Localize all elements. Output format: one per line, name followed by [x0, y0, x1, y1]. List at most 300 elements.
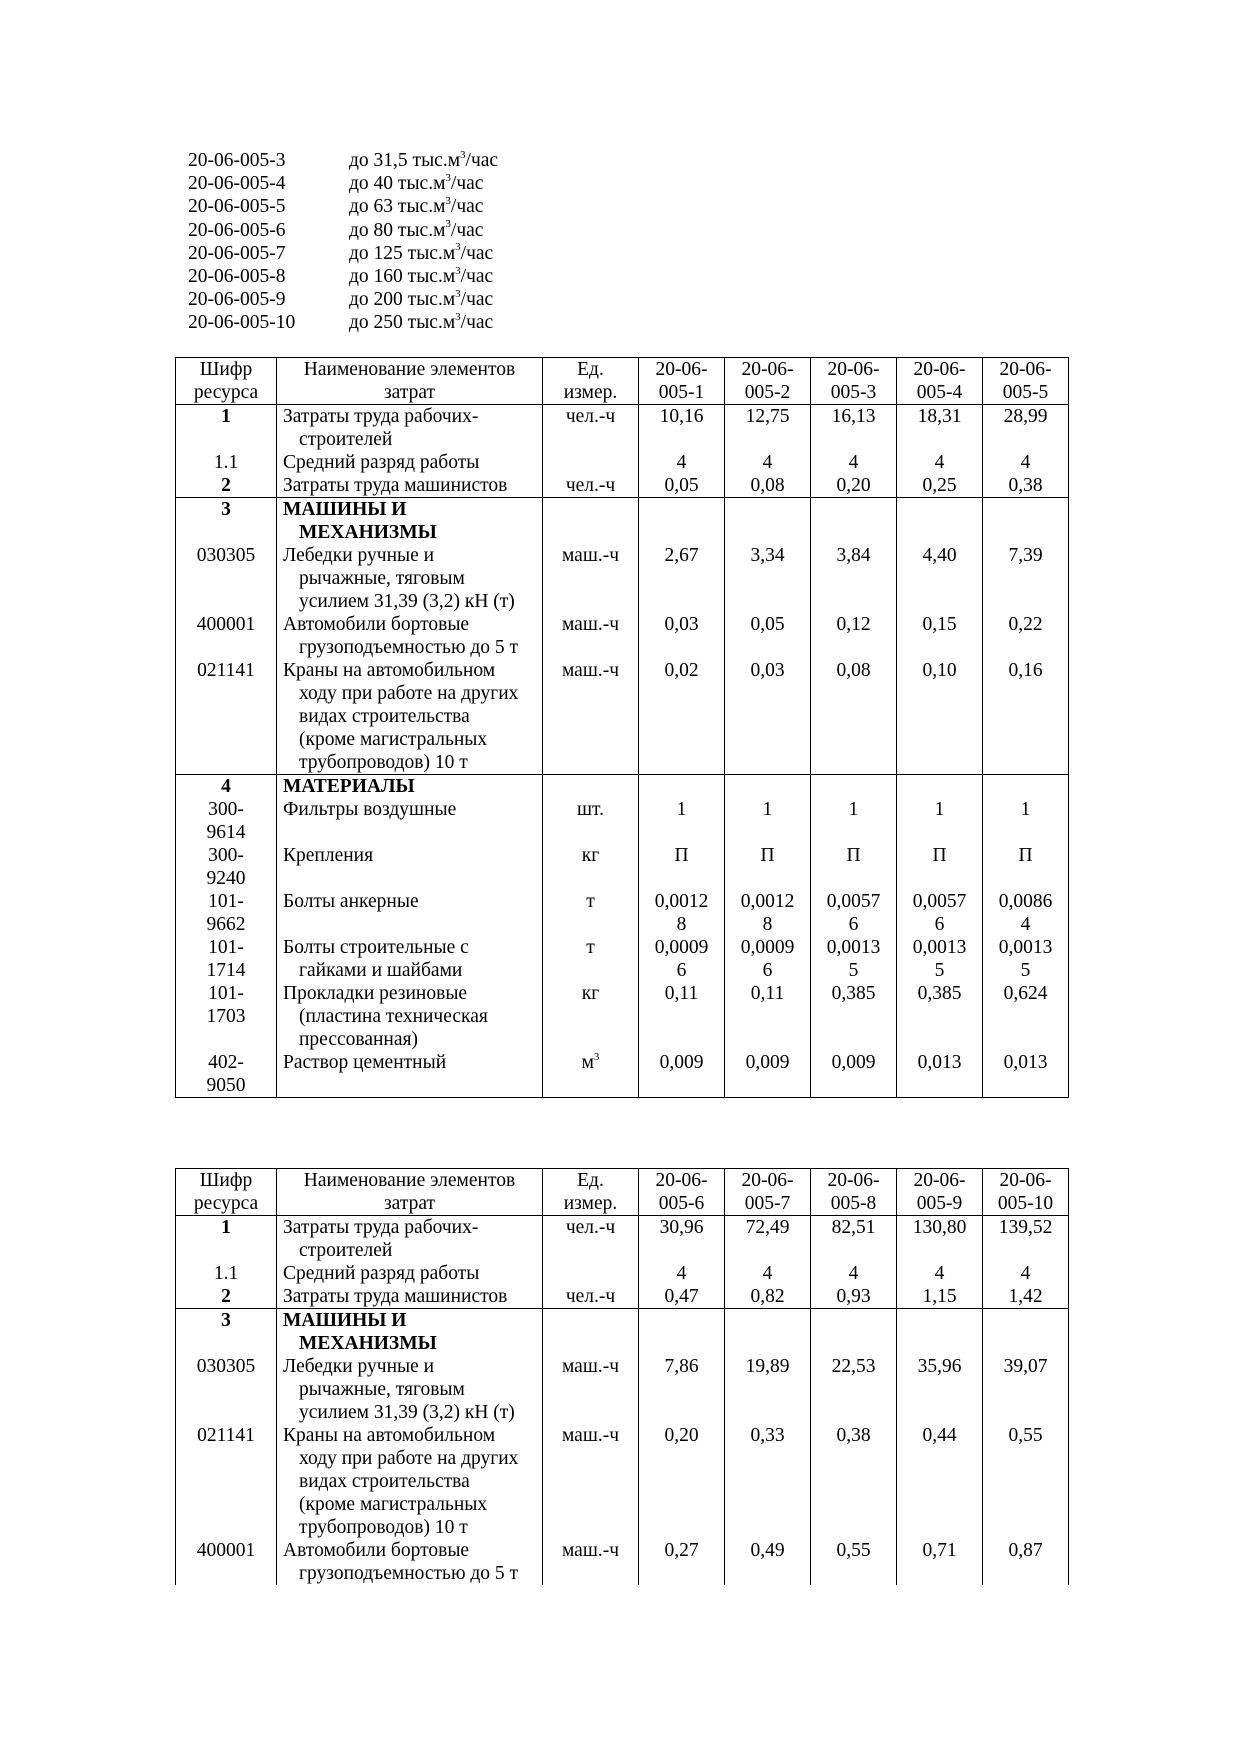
labor-workers-row — [176, 1216, 1069, 1263]
resource-code: 3 — [176, 498, 277, 545]
norm-value: 30,96 — [639, 1216, 725, 1263]
capacity-desc: до 160 тыс.м — [349, 266, 456, 288]
norm-value — [639, 498, 725, 545]
unit-of-measure — [543, 1262, 639, 1285]
cost-element-name: Затраты труда машинистов — [277, 1285, 543, 1309]
cell-line: (кроме магистральных — [299, 729, 488, 750]
machine-row — [176, 1355, 1069, 1424]
norm-value — [811, 1309, 897, 1356]
capacity-unit: /час — [450, 173, 484, 195]
norm-value: 16,13 — [811, 405, 897, 452]
cubic-superscript: 3 — [455, 241, 461, 254]
cost-element-name — [277, 659, 543, 775]
unit-of-measure — [543, 1216, 639, 1263]
material-row — [176, 890, 1069, 936]
capacity-text — [349, 219, 483, 242]
cell-line: ходу при работе на других — [299, 683, 519, 704]
cell-line: 0,0013 — [912, 937, 967, 958]
cell-line: 402- — [208, 1052, 244, 1073]
norm-value — [897, 798, 983, 844]
norm-table-2 — [175, 1168, 1069, 1585]
norm-value — [811, 890, 897, 936]
norm-value — [897, 498, 983, 545]
resource-code: 20-06-005-5 — [188, 196, 286, 218]
norm-value — [897, 1309, 983, 1356]
cell-line: Раствор цементный — [283, 1052, 447, 1073]
resource-code — [176, 1051, 277, 1098]
cell-line: видах строительства — [299, 1471, 470, 1492]
cell-line: Затраты труда рабочих- — [283, 1217, 479, 1238]
norm-value — [983, 1309, 1069, 1356]
unit-of-measure — [543, 1285, 639, 1309]
cell-line: 0,0012 — [740, 891, 795, 912]
cell-line: рычажные, тяговым — [299, 568, 465, 589]
unit-of-measure — [543, 474, 639, 498]
cell-line: 300- — [208, 799, 244, 820]
labor-operators-row — [176, 1285, 1069, 1309]
unit-text: маш.-ч — [561, 1356, 620, 1377]
norm-value: 4 — [639, 451, 725, 474]
cost-element-name — [277, 1539, 543, 1585]
cell-line: 0,0057 — [912, 891, 967, 912]
cell-line: 0,013 — [1003, 1052, 1048, 1073]
norm-value: 2,67 — [639, 544, 725, 613]
cell-line: П — [932, 845, 947, 866]
cell-line: 5 — [934, 960, 945, 981]
norm-value: 0,44 — [897, 1424, 983, 1539]
unit-text: кг — [581, 845, 600, 866]
cell-line: затрат — [383, 382, 436, 403]
cell-line: 1 — [762, 799, 773, 820]
norm-value: 10,16 — [639, 405, 725, 452]
norm-value — [811, 936, 897, 982]
capacity-text — [349, 311, 493, 334]
norm-value — [983, 936, 1069, 982]
norm-value: 0,02 — [639, 659, 725, 775]
material-row — [176, 982, 1069, 1051]
cell-line: 005-6 — [658, 1193, 705, 1214]
unit-text: шт. — [577, 799, 604, 820]
unit-of-measure — [543, 659, 639, 775]
resource-code — [176, 982, 277, 1051]
header-norm-code — [725, 1169, 811, 1216]
norm-value — [639, 890, 725, 936]
capacity-text — [349, 172, 483, 195]
capacity-unit: /час — [460, 289, 494, 311]
cell-line: П — [674, 845, 689, 866]
norm-value — [725, 890, 811, 936]
norm-value: 0,22 — [983, 613, 1069, 659]
norm-table-1 — [175, 357, 1069, 1098]
norm-value — [725, 844, 811, 890]
resource-code: 3 — [176, 1309, 277, 1356]
capacity-desc: до 63 тыс.м — [349, 196, 446, 218]
norm-value — [983, 982, 1069, 1051]
cell-line: 1 — [934, 799, 945, 820]
cell-line: 005-1 — [658, 382, 705, 403]
cell-line: Ед. — [577, 1170, 604, 1191]
cell-line: 300- — [208, 845, 244, 866]
capacity-desc: до 250 тыс.м — [349, 312, 456, 334]
norm-value: 4 — [983, 1262, 1069, 1285]
norm-value — [897, 1051, 983, 1098]
norm-value — [639, 844, 725, 890]
capacity-text — [349, 195, 483, 218]
norm-value — [811, 498, 897, 545]
unit-of-measure — [543, 1309, 639, 1356]
norm-value: 1,15 — [897, 1285, 983, 1309]
norm-value — [811, 982, 897, 1051]
cost-element-name: Затраты труда машинистов — [277, 474, 543, 498]
norm-value: 0,38 — [983, 474, 1069, 498]
cost-element-name — [277, 844, 543, 890]
norm-value: 3,34 — [725, 544, 811, 613]
header-norm-code — [983, 1169, 1069, 1216]
cell-line: Болты строительные с — [283, 937, 469, 958]
cell-line: 0,0012 — [654, 891, 709, 912]
cell-line: 005-5 — [1002, 382, 1049, 403]
cell-line: 5 — [848, 960, 859, 981]
norm-value — [725, 982, 811, 1051]
cell-line: 0,11 — [664, 983, 699, 1004]
resource-code — [176, 798, 277, 844]
cubic-superscript: 3 — [445, 171, 451, 184]
cell-line: Крепления — [283, 845, 374, 866]
unit-of-measure — [543, 1539, 639, 1585]
average-grade-row — [176, 451, 1069, 474]
resource-code: 1.1 — [176, 451, 277, 474]
cell-line: 6 — [934, 914, 945, 935]
cell-line: МЕХАНИЗМЫ — [299, 1333, 437, 1354]
norm-value: 0,15 — [897, 613, 983, 659]
header-norm-code — [897, 358, 983, 405]
cell-line: рычажные, тяговым — [299, 1379, 465, 1400]
cost-element-name — [277, 1355, 543, 1424]
cubic-superscript: 3 — [455, 310, 461, 323]
cell-line: 20-06- — [741, 1170, 794, 1191]
cost-element-name — [277, 613, 543, 659]
capacity-text — [349, 288, 493, 311]
norm-value: 0,33 — [725, 1424, 811, 1539]
resource-code: 4 — [176, 775, 277, 799]
machine-row — [176, 544, 1069, 613]
cubic-superscript: 3 — [455, 264, 461, 277]
cell-line: Затраты труда рабочих- — [283, 406, 479, 427]
cell-line: измер. — [563, 382, 618, 403]
cell-line: усилием 31,39 (3,2) кН (т) — [299, 1402, 515, 1423]
labor-workers-row — [176, 405, 1069, 452]
machine-row — [176, 659, 1069, 775]
resource-code: 2 — [176, 474, 277, 498]
norm-value: 0,47 — [639, 1285, 725, 1309]
norm-value — [983, 890, 1069, 936]
header-norm-code — [639, 1169, 725, 1216]
norm-value — [983, 498, 1069, 545]
unit-text: чел.-ч — [565, 406, 616, 427]
cell-line: 6 — [676, 960, 687, 981]
cell-line: строителей — [299, 1240, 393, 1261]
header-code — [176, 1169, 277, 1216]
header-norm-code — [811, 358, 897, 405]
unit-text: т — [586, 937, 595, 958]
cell-line: 20-06- — [655, 1170, 708, 1191]
capacity-unit: /час — [460, 242, 494, 264]
unit-of-measure — [543, 544, 639, 613]
norm-value: 0,08 — [811, 659, 897, 775]
cell-line: Автомобили бортовые — [283, 614, 470, 635]
norm-value: 82,51 — [811, 1216, 897, 1263]
resource-code — [176, 936, 277, 982]
norm-value: 39,07 — [983, 1355, 1069, 1424]
resource-code: 021141 — [176, 659, 277, 775]
cell-line: 6 — [848, 914, 859, 935]
cell-line: 005-3 — [830, 382, 877, 403]
cell-line: Прокладки резиновые — [283, 983, 468, 1004]
cell-line: 1714 — [206, 960, 246, 981]
cell-line: Шифр — [199, 359, 253, 380]
table-header-row — [176, 358, 1069, 405]
unit-of-measure — [543, 775, 639, 799]
cubic-superscript: 3 — [455, 287, 461, 300]
resource-code: 400001 — [176, 613, 277, 659]
norm-value: 0,27 — [639, 1539, 725, 1585]
cell-line: 005-9 — [916, 1193, 963, 1214]
code-row — [188, 149, 498, 172]
cell-line: 0,0013 — [998, 937, 1053, 958]
cell-line: 4 — [1020, 914, 1031, 935]
capacity-unit: /час — [450, 196, 484, 218]
cell-line: 0,0009 — [654, 937, 709, 958]
norm-value — [639, 982, 725, 1051]
cost-element-name: МАТЕРИАЛЫ — [277, 775, 543, 799]
cell-line: 20-06- — [999, 1170, 1052, 1191]
machines-section-row — [176, 1309, 1069, 1356]
norm-value: 130,80 — [897, 1216, 983, 1263]
norm-value — [811, 798, 897, 844]
cell-line: трубопроводов) 10 т — [299, 752, 468, 773]
cell-line: (кроме магистральных — [299, 1494, 488, 1515]
cell-line: Шифр — [199, 1170, 253, 1191]
norm-value: 0,71 — [897, 1539, 983, 1585]
cell-line: 8 — [676, 914, 687, 935]
resource-code: 021141 — [176, 1424, 277, 1539]
unit-superscript: 3 — [593, 1050, 600, 1063]
material-row — [176, 844, 1069, 890]
cell-line: 1 — [1020, 799, 1031, 820]
norm-value — [639, 1309, 725, 1356]
norm-value: 4 — [897, 451, 983, 474]
cell-line: 0,0086 — [998, 891, 1053, 912]
cost-element-name: Средний разряд работы — [277, 451, 543, 474]
cost-element-name — [277, 544, 543, 613]
norm-value: 28,99 — [983, 405, 1069, 452]
cell-line: 005-8 — [830, 1193, 877, 1214]
cell-line: грузоподъемностью до 5 т — [299, 1563, 519, 1584]
norm-value: 139,52 — [983, 1216, 1069, 1263]
cell-line: МАШИНЫ И — [283, 499, 407, 520]
capacity-unit: /час — [460, 312, 494, 334]
norm-value: 0,16 — [983, 659, 1069, 775]
cell-line: строителей — [299, 429, 393, 450]
cell-line: 0,013 — [917, 1052, 962, 1073]
capacity-unit: /час — [450, 219, 484, 241]
cell-line: Ед. — [577, 359, 604, 380]
cost-element-name — [277, 982, 543, 1051]
header-norm-code — [983, 358, 1069, 405]
norm-value: 0,93 — [811, 1285, 897, 1309]
norm-value — [897, 890, 983, 936]
unit-text: маш.-ч — [561, 545, 620, 566]
cell-line: видах строительства — [299, 706, 470, 727]
cost-element-name — [277, 405, 543, 452]
cell-line: гайками и шайбами — [299, 960, 463, 981]
resource-code: 030305 — [176, 544, 277, 613]
resource-code: 2 — [176, 1285, 277, 1309]
unit-text: чел.-ч — [565, 1286, 616, 1307]
cubic-superscript: 3 — [445, 194, 451, 207]
cost-element-name — [277, 936, 543, 982]
unit-of-measure — [543, 1424, 639, 1539]
norm-value — [897, 844, 983, 890]
norm-value: 4 — [725, 451, 811, 474]
resource-code — [176, 890, 277, 936]
cell-line: 101- — [208, 983, 244, 1004]
capacity-desc: до 40 тыс.м — [349, 173, 446, 195]
norm-value: 0,20 — [811, 474, 897, 498]
resource-code: 20-06-005-7 — [188, 242, 286, 264]
norm-value — [639, 775, 725, 799]
norm-value: 0,03 — [639, 613, 725, 659]
norm-value: 0,25 — [897, 474, 983, 498]
cell-line: затрат — [383, 1193, 436, 1214]
unit-text: чел.-ч — [565, 1217, 616, 1238]
norm-value — [983, 1051, 1069, 1098]
cell-line: Наименование элементов — [303, 1170, 516, 1191]
header-name — [277, 358, 543, 405]
unit-text: маш.-ч — [561, 1540, 620, 1561]
cost-element-name — [277, 1424, 543, 1539]
cell-line: измер. — [563, 1193, 618, 1214]
unit-of-measure — [543, 844, 639, 890]
unit-text: маш.-ч — [561, 660, 620, 681]
norm-value: 7,86 — [639, 1355, 725, 1424]
cell-line: 005-2 — [744, 382, 791, 403]
norm-value — [811, 775, 897, 799]
norm-value — [983, 844, 1069, 890]
cell-line: 1703 — [206, 1006, 246, 1027]
cost-element-name — [277, 890, 543, 936]
cell-line: 0,0009 — [740, 937, 795, 958]
norm-value — [811, 1051, 897, 1098]
capacity-desc: до 80 тыс.м — [349, 219, 446, 241]
norm-value: 12,75 — [725, 405, 811, 452]
material-row — [176, 1051, 1069, 1098]
norm-value — [725, 1309, 811, 1356]
cell-line: 0,009 — [745, 1052, 790, 1073]
cell-line: 1 — [848, 799, 859, 820]
capacity-desc: до 200 тыс.м — [349, 289, 456, 311]
resource-code: 20-06-005-10 — [188, 312, 296, 334]
norm-value — [639, 798, 725, 844]
norm-value: 0,05 — [725, 613, 811, 659]
header-unit — [543, 1169, 639, 1216]
norm-value: 0,12 — [811, 613, 897, 659]
cell-line: прессованная) — [299, 1029, 418, 1050]
norm-value: 4 — [639, 1262, 725, 1285]
cell-line: П — [760, 845, 775, 866]
header-unit — [543, 358, 639, 405]
norm-value: 0,20 — [639, 1424, 725, 1539]
machine-row — [176, 1424, 1069, 1539]
norm-value: 0,05 — [639, 474, 725, 498]
unit-text: м — [581, 1052, 594, 1073]
cell-line: ресурса — [193, 382, 259, 403]
cell-line: 9240 — [206, 868, 246, 889]
unit-text: чел.-ч — [565, 475, 616, 496]
norm-value: 4 — [983, 451, 1069, 474]
cell-line: Лебедки ручные и — [283, 1356, 435, 1377]
cell-line: 20-06- — [827, 359, 880, 380]
code-row — [188, 265, 498, 288]
cell-line: П — [846, 845, 861, 866]
cell-line: грузоподъемностью до 5 т — [299, 637, 519, 658]
cell-line: 0,11 — [750, 983, 785, 1004]
norm-value: 18,31 — [897, 405, 983, 452]
code-row — [188, 311, 498, 334]
resource-code: 20-06-005-8 — [188, 266, 286, 288]
resource-code — [176, 844, 277, 890]
cell-line: Краны на автомобильном — [283, 660, 496, 681]
unit-of-measure — [543, 1051, 639, 1098]
cost-element-name — [277, 1051, 543, 1098]
unit-of-measure — [543, 890, 639, 936]
unit-of-measure — [543, 798, 639, 844]
capacity-text — [349, 242, 493, 265]
norm-value — [811, 844, 897, 890]
unit-text: маш.-ч — [561, 1425, 620, 1446]
norm-value — [725, 1051, 811, 1098]
unit-text: кг — [581, 983, 600, 1004]
norm-value — [725, 936, 811, 982]
cell-line: 9050 — [206, 1075, 246, 1096]
norm-value: 0,55 — [811, 1539, 897, 1585]
code-row — [188, 288, 498, 311]
code-row — [188, 172, 498, 195]
unit-of-measure — [543, 451, 639, 474]
norm-value: 35,96 — [897, 1355, 983, 1424]
resource-code: 400001 — [176, 1539, 277, 1585]
code-row — [188, 242, 498, 265]
unit-of-measure — [543, 405, 639, 452]
cost-element-name — [277, 1216, 543, 1263]
norm-value: 0,38 — [811, 1424, 897, 1539]
cell-line: ресурса — [193, 1193, 259, 1214]
norm-value: 1,42 — [983, 1285, 1069, 1309]
norm-value: 7,39 — [983, 544, 1069, 613]
average-grade-row — [176, 1262, 1069, 1285]
unit-of-measure — [543, 498, 639, 545]
machines-section-row — [176, 498, 1069, 545]
resource-code: 1.1 — [176, 1262, 277, 1285]
norm-value: 0,55 — [983, 1424, 1069, 1539]
norm-value — [639, 1051, 725, 1098]
cell-line: Автомобили бортовые — [283, 1540, 470, 1561]
unit-of-measure — [543, 982, 639, 1051]
header-code — [176, 358, 277, 405]
norm-value — [639, 936, 725, 982]
capacity-desc: до 31,5 тыс.м — [349, 150, 461, 171]
code-row — [188, 219, 498, 242]
